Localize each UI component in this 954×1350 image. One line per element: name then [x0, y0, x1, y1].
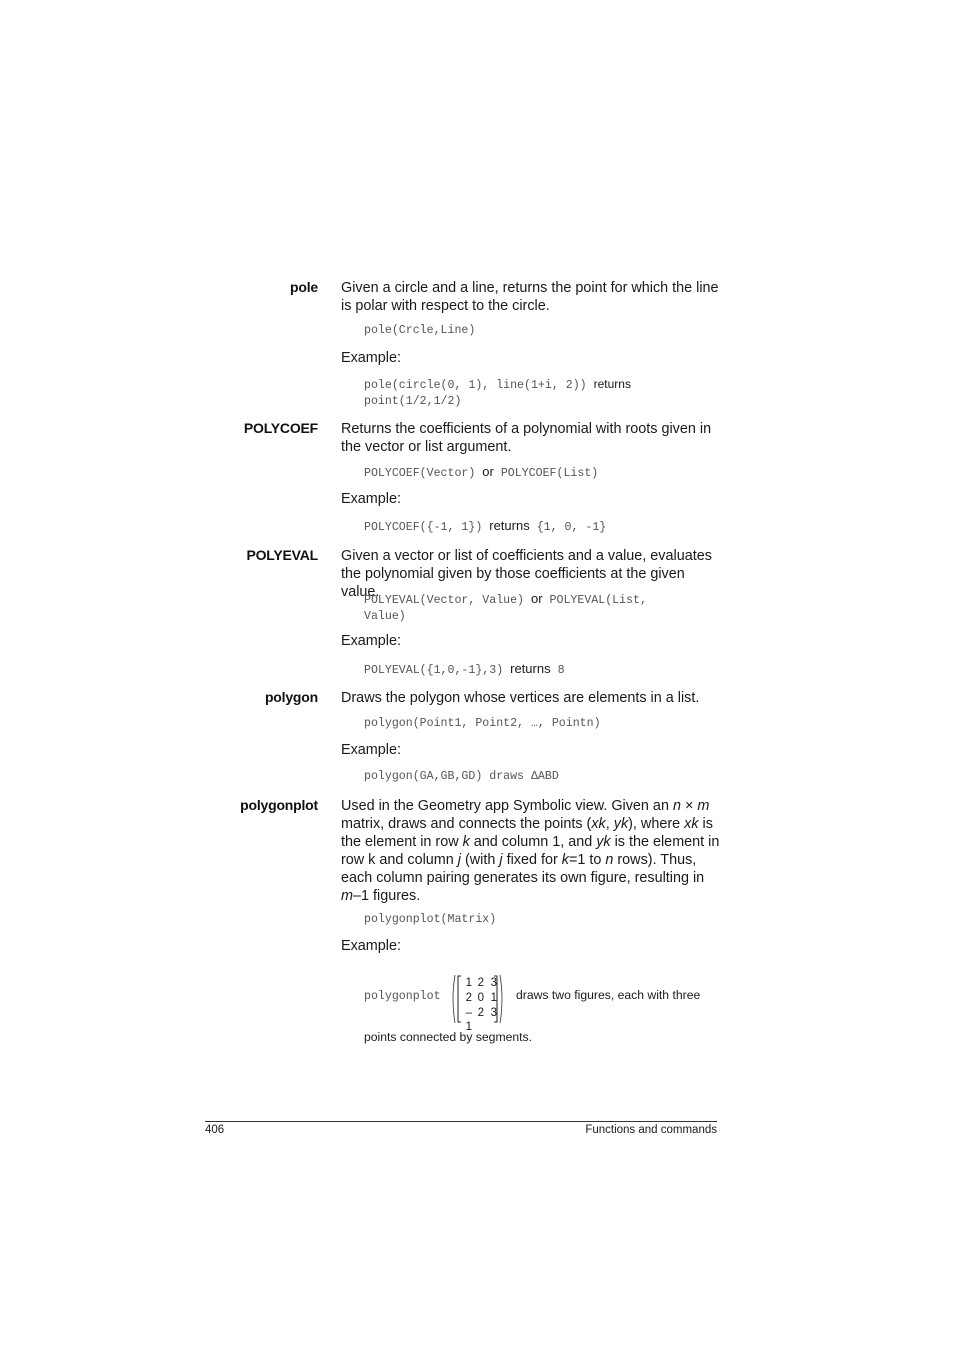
description-polygon: Draws the polygon whose vertices are elements in a list. [341, 690, 700, 706]
syntax-b-polycoef: POLYCOEF(List) [500, 467, 599, 480]
term-polycoef: POLYCOEF [243, 420, 318, 436]
example-word-polyeval: returns [510, 661, 551, 676]
syntax-b1-polyeval: POLYEVAL(List, [549, 594, 647, 607]
matrix-row-3: –1 2 3 [465, 1007, 497, 1033]
example-label-polygon: Example: [341, 742, 401, 758]
example-label-polyeval: Example: [341, 633, 401, 649]
syntax-polygonplot: polygonplot(Matrix) [364, 913, 497, 926]
syntax-or-polycoef: or [482, 464, 494, 479]
example-result-pole: point(1/2,1/2) [364, 395, 462, 408]
description-pole: Given a circle and a line, returns the point for which the line is polar with respect to the circle. [341, 280, 719, 314]
example-word-polycoef: returns [489, 518, 530, 533]
syntax-a-polyeval: POLYEVAL(Vector, Value) [364, 594, 525, 607]
matrix-row-2: 2 0 1 [465, 992, 497, 1004]
example-polycoef [364, 518, 724, 536]
example-result-polyeval: 8 [557, 664, 565, 677]
example-code-polygonplot: polygonplot [364, 990, 441, 1003]
example-code-pole: pole(circle(0, 1), line(1+i, 2)) [364, 379, 587, 392]
example-result-polycoef: {1, 0, -1} [536, 521, 607, 534]
example-code-polygon: polygon(GA,GB,GD) draws ΔABD [364, 770, 559, 783]
example-code-polyeval: POLYEVAL({1,0,-1},3) [364, 664, 504, 677]
example-label-pole: Example: [341, 350, 401, 366]
syntax-or-polyeval: or [531, 591, 543, 606]
example-pole [364, 376, 724, 410]
page-number: 406 [205, 1124, 225, 1136]
example-word-pole: returns [593, 377, 631, 391]
example-label-polygonplot: Example: [341, 938, 401, 954]
description-polygonplot: Used in the Geometry app Symbolic view. Given an n × m matrix, draws and connects the points (xk, yk), where xk is the element in row k and column 1, and yk is the element in row k and column j (with j fixed for k=1 to n rows). Thus, each column pairing generates its own figure, resulting in m–1 figures. [341, 798, 720, 904]
matrix-row-1: 1 2 3 [465, 977, 497, 989]
example-polyeval [364, 661, 724, 679]
term-polygonplot: polygonplot [240, 797, 318, 813]
example-code-polycoef: POLYCOEF({-1, 1}) [364, 521, 483, 534]
example-label-polycoef: Example: [341, 491, 401, 507]
syntax-a-polycoef: POLYCOEF(Vector) [364, 467, 476, 480]
footer-section: Functions and commands [585, 1124, 717, 1136]
term-pole: pole [290, 279, 318, 295]
syntax-pole: pole(Crcle,Line) [364, 324, 476, 337]
syntax-b2-polyeval: Value) [364, 610, 406, 623]
description-polyeval: Given a vector or list of coefficients and a value, evaluates the polynomial given by those coefficients at the given value. [341, 548, 712, 600]
description-polycoef: Returns the coefficients of a polynomial with roots given in the vector or list argument. [341, 421, 712, 455]
term-polyeval: POLYEVAL [246, 547, 318, 563]
footer-rule [205, 1121, 717, 1122]
syntax-polyeval [364, 591, 724, 625]
term-polygon: polygon [264, 689, 318, 705]
syntax-polycoef [364, 464, 724, 482]
syntax-polygon: polygon(Point1, Point2, …, Pointn) [364, 717, 601, 730]
example-tail-polygonplot: points connected by segments. [364, 1030, 533, 1044]
example-matrix [451, 974, 504, 1033]
example-after-polygonplot: draws two figures, each with three [516, 988, 701, 1002]
